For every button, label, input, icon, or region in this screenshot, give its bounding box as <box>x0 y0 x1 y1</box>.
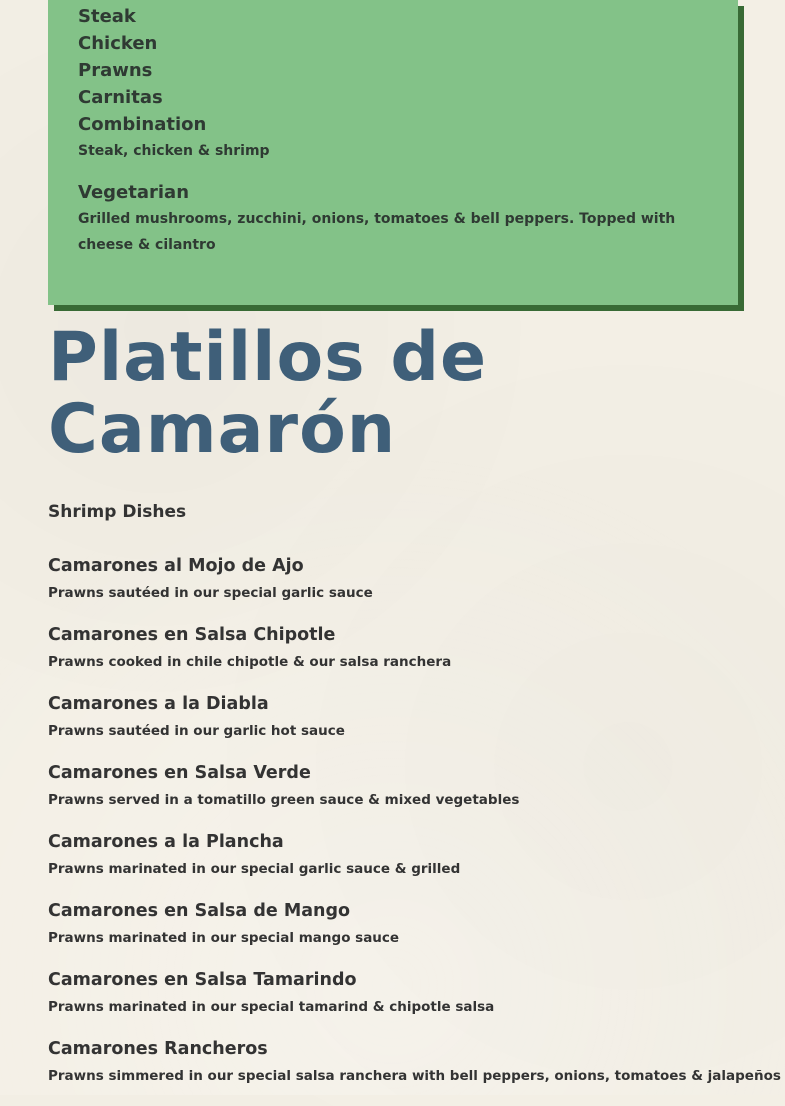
menu-item-description: Prawns marinated in our special mango sauce <box>48 930 400 946</box>
menu-item-description: Prawns sautéed in our garlic hot sauce <box>48 723 345 739</box>
menu-item-name: Camarones en Salsa Tamarindo <box>48 970 357 990</box>
menu-item-description: Prawns served in a tomatillo green sauce & mixed vegetables <box>48 792 520 808</box>
menu-item <box>48 1037 781 1106</box>
menu-item-name: Camarones Rancheros <box>48 1039 268 1059</box>
menu-item <box>48 899 768 968</box>
combo-options-card <box>48 0 738 305</box>
option-steak: Steak <box>78 6 136 27</box>
option-chicken: Chicken <box>78 33 158 54</box>
menu-item-name: Camarones en Salsa Verde <box>48 763 311 783</box>
menu-item <box>48 968 768 1037</box>
option-combination: Combination <box>78 114 207 135</box>
menu-item-name: Camarones en Salsa Chipotle <box>48 625 336 645</box>
section-title <box>48 318 748 469</box>
section-subtitle: Shrimp Dishes <box>48 502 187 522</box>
option-combination-description: Steak, chicken & shrimp <box>78 143 270 159</box>
menu-item-name: Camarones a la Diabla <box>48 694 269 714</box>
menu-item <box>48 554 768 623</box>
option-vegetarian-description: Grilled mushrooms, zucchini, onions, tomatoes & bell peppers. Topped with cheese & cilantro <box>78 211 676 253</box>
section-title-line1: Platillos de <box>48 318 488 397</box>
section-title-line2: Camarón <box>48 390 397 469</box>
menu-item-name: Camarones en Salsa de Mango <box>48 901 351 921</box>
menu-item-description: Prawns sautéed in our special garlic sauce <box>48 585 373 601</box>
menu-item <box>48 692 768 761</box>
menu-item <box>48 623 768 692</box>
option-vegetarian: Vegetarian <box>78 182 190 203</box>
option-carnitas: Carnitas <box>78 87 163 108</box>
menu-item <box>48 761 768 830</box>
option-prawns: Prawns <box>78 60 153 81</box>
menu-item-description: Prawns cooked in chile chipotle & our salsa ranchera <box>48 654 452 670</box>
menu-item-name: Camarones a la Plancha <box>48 832 284 852</box>
dish-list <box>48 554 781 1106</box>
menu-item-name: Camarones al Mojo de Ajo <box>48 556 304 576</box>
menu-item-description: Prawns marinated in our special garlic sauce & grilled <box>48 861 461 877</box>
menu-item <box>48 830 768 899</box>
menu-item-description: Prawns simmered in our special salsa ranchera with bell peppers, onions, tomatoes & jalapeños <box>48 1068 781 1084</box>
menu-item-description: Prawns marinated in our special tamarind & chipotle salsa <box>48 999 495 1015</box>
